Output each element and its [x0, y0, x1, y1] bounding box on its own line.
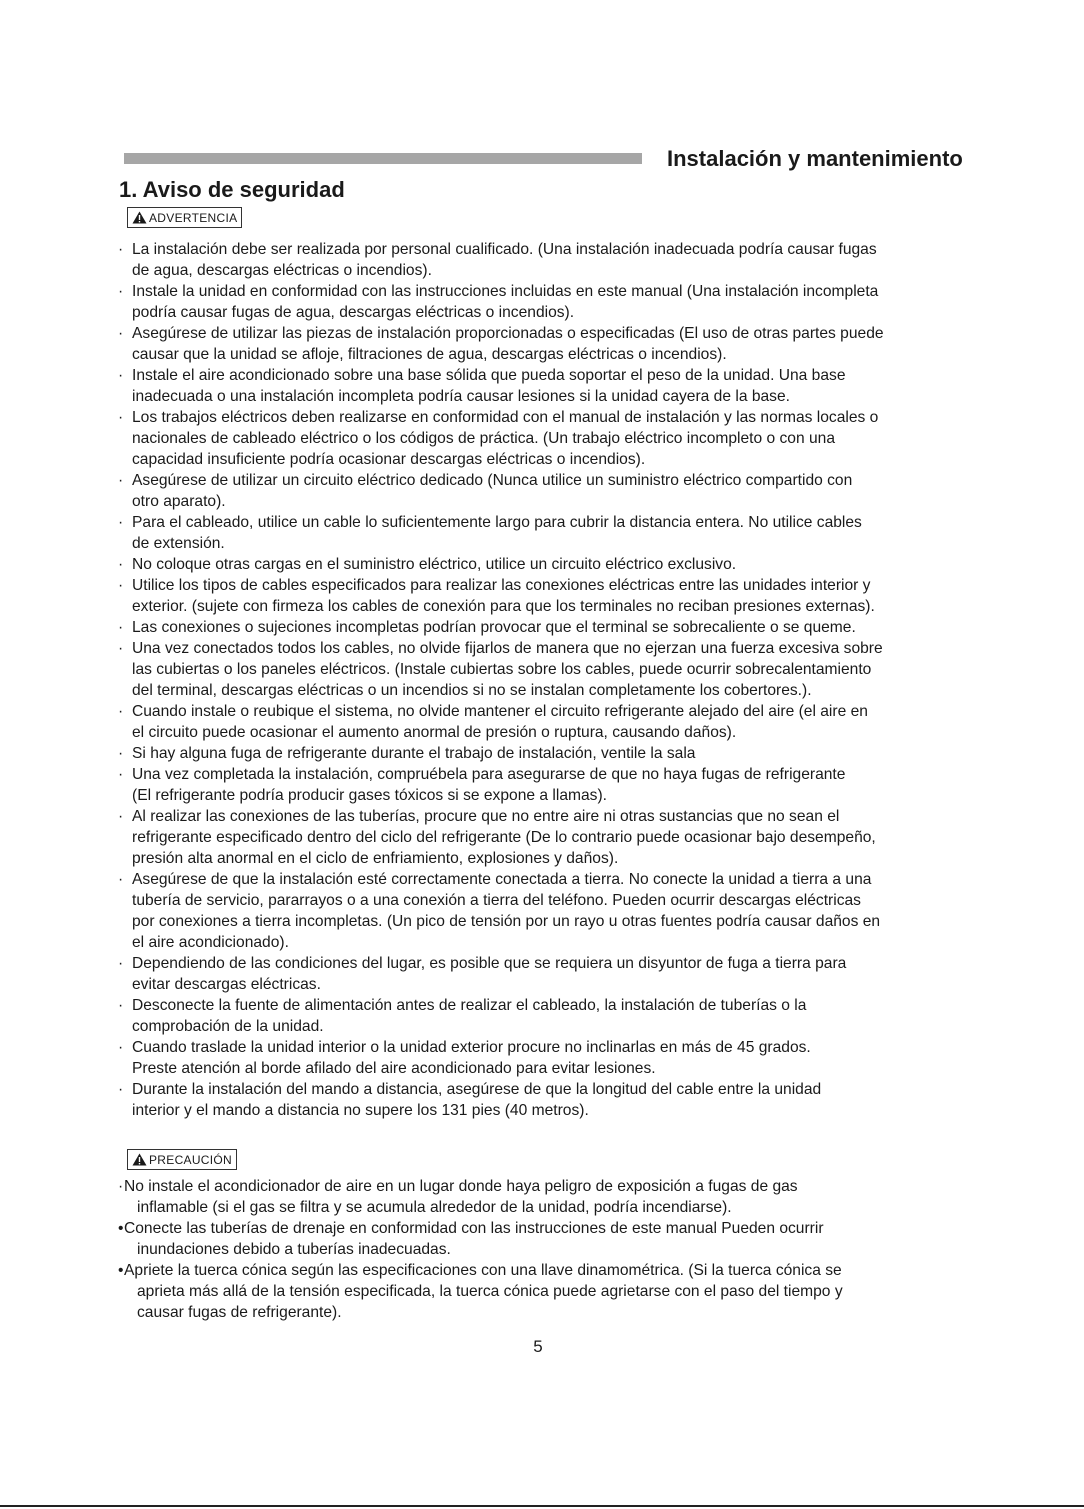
header-bar	[124, 153, 642, 164]
warning-item-line: el circuito puede ocasionar el aumento anormal de presión o ruptura, causando daños).	[132, 724, 737, 741]
caution-item-line: causar fugas de refrigerante).	[137, 1304, 342, 1321]
bullet: ·	[118, 556, 124, 573]
warning-item	[112, 407, 992, 470]
warning-item	[112, 638, 992, 701]
bullet: ·	[118, 955, 124, 972]
warning-item	[112, 323, 992, 365]
warning-item	[112, 806, 992, 869]
warning-item-line: tubería de servicio, pararrayos o a una conexión a tierra del teléfono. Pueden ocurrir descargas eléctricas	[132, 892, 861, 909]
warning-item	[112, 470, 992, 512]
caution-item-line: inflamable (si el gas se filtra y se acumula alrededor de la unidad, podría incendiarse).	[137, 1199, 732, 1216]
warning-item	[112, 575, 992, 617]
warning-item-line: refrigerante especificado dentro del ciclo del refrigerante (De lo contrario puede ocasionar bajo desempeño,	[132, 829, 876, 846]
warning-item-line: Las conexiones o sujeciones incompletas podrían provocar que el terminal se sobrecaliente o se queme.	[132, 619, 856, 636]
warning-item-line: Asegúrese de utilizar las piezas de instalación proporcionadas o especificadas (El uso de otras partes puede	[132, 325, 884, 342]
warning-item-line: Desconecte la fuente de alimentación antes de realizar el cableado, la instalación de tuberías o la	[132, 997, 807, 1014]
warning-item-line: Para el cableado, utilice un cable lo suficientemente largo para cubrir la distancia entera. No utilice cables	[132, 514, 862, 531]
warning-item-line: Una vez conectados todos los cables, no olvide fijarlos de manera que no ejerzan una fuerza excesiva sobre	[132, 640, 883, 657]
warning-item	[112, 1079, 992, 1121]
bottom-rule	[0, 1505, 1084, 1507]
warning-item	[112, 239, 992, 281]
warning-label: ADVERTENCIA	[149, 210, 238, 225]
warning-item-line: Instale la unidad en conformidad con las instrucciones incluidas en este manual (Una instalación incompleta	[132, 283, 879, 300]
bullet: ·	[118, 325, 124, 342]
warning-item-line: Si hay alguna fuga de refrigerante durante el trabajo de instalación, ventile la sala	[132, 745, 696, 762]
warning-item-line: Al realizar las conexiones de las tuberías, procure que no entre aire ni otras sustancias que no sean el	[132, 808, 840, 825]
warning-list	[112, 239, 992, 1121]
caution-item-line: inundaciones debido a tuberías inadecuadas.	[137, 1241, 451, 1258]
warning-item-line: exterior. (sujete con firmeza los cables de conexión para que los terminales no reciban presiones externas).	[132, 598, 875, 615]
warning-item-line: La instalación debe ser realizada por personal cualificado. (Una instalación inadecuada podría causar fugas	[132, 241, 877, 258]
warning-item	[112, 869, 992, 953]
warning-item-line: por conexiones a tierra incompletas. (Un pico de tensión por un rayo u otras fuentes podría causar daños en	[132, 913, 881, 930]
bullet: ·	[118, 241, 124, 258]
warning-item-line: Utilice los tipos de cables especificados para realizar las conexiones eléctricas entre las unidades interior y	[132, 577, 871, 594]
bullet: •	[118, 1220, 124, 1237]
warning-item-line: Asegúrese de utilizar un circuito eléctrico dedicado (Nunca utilice un suministro eléctrico compartido con	[132, 472, 853, 489]
warning-item-line: Dependiendo de las condiciones del lugar, es posible que se requiera un disyuntor de fuga a tierra para	[132, 955, 847, 972]
caution-item-line: No instale el acondicionador de aire en un lugar donde haya peligro de exposición a fugas de gas	[124, 1178, 798, 1195]
caution-item-line: Conecte las tuberías de drenaje en conformidad con las instrucciones de este manual Pueden ocurrir	[124, 1220, 824, 1237]
caution-item-line: Apriete la tuerca cónica según las especificaciones con una llave dinamométrica. (Si la tuerca cónica se	[124, 1262, 842, 1279]
warning-badge	[127, 207, 242, 228]
bullet: •	[118, 1262, 124, 1279]
caution-item	[112, 1176, 992, 1218]
warning-item-line: comprobación de la unidad.	[132, 1018, 324, 1035]
bullet: ·	[118, 514, 124, 531]
bullet: ·	[118, 871, 124, 888]
warning-item	[112, 617, 992, 638]
warning-item	[112, 554, 992, 575]
warning-item	[112, 365, 992, 407]
warning-item	[112, 995, 992, 1037]
section-title: Instalación y mantenimiento	[667, 146, 963, 171]
warning-item	[112, 512, 992, 554]
page-heading: 1. Aviso de seguridad	[119, 177, 345, 202]
warning-item-line: (El refrigerante podría producir gases tóxicos si se expone a llamas).	[132, 787, 607, 804]
bullet: ·	[118, 1081, 124, 1098]
caution-item	[112, 1260, 992, 1323]
caution-list	[112, 1176, 992, 1323]
bullet: ·	[118, 640, 124, 657]
warning-item	[112, 1037, 992, 1079]
warning-item	[112, 743, 992, 764]
warning-item-line: Los trabajos eléctricos deben realizarse en conformidad con el manual de instalación y las normas locales o	[132, 409, 879, 426]
warning-item-line: del terminal, descargas eléctricas o un incendios si no se instalan completamente los cobertores.).	[132, 682, 812, 699]
warning-item-line: inadecuada o una instalación incompleta podría causar lesiones si la unidad cayera de la base.	[132, 388, 790, 405]
bullet: ·	[118, 766, 124, 783]
warning-item	[112, 764, 992, 806]
caution-item	[112, 1218, 992, 1260]
warning-item	[112, 701, 992, 743]
warning-triangle-icon	[132, 211, 147, 224]
bullet: ·	[118, 619, 124, 636]
bullet: ·	[118, 1039, 124, 1056]
warning-triangle-icon	[132, 1153, 147, 1166]
bullet: ·	[118, 577, 124, 594]
page-number: 5	[533, 1337, 543, 1356]
caution-label: PRECAUCIÓN	[149, 1152, 233, 1167]
warning-item	[112, 953, 992, 995]
warning-item-line: Durante la instalación del mando a distancia, asegúrese de que la longitud del cable entre la unidad	[132, 1081, 822, 1098]
bullet: ·	[118, 1178, 124, 1195]
bullet: ·	[118, 808, 124, 825]
warning-item-line: Una vez completada la instalación, compruébela para asegurarse de que no haya fugas de refrigerante	[132, 766, 846, 783]
caution-item-line: aprieta más allá de la tensión especificada, la tuerca cónica puede agrietarse con el paso del tiempo y	[137, 1283, 843, 1300]
warning-item-line: otro aparato).	[132, 493, 226, 510]
warning-item-line: No coloque otras cargas en el suministro eléctrico, utilice un circuito eléctrico exclusivo.	[132, 556, 737, 573]
caution-badge	[127, 1149, 237, 1170]
warning-item-line: las cubiertas o los paneles eléctricos. (Instale cubiertas sobre los cables, puede ocurrir sobrecalentamiento	[132, 661, 872, 678]
warning-item-line: capacidad insuficiente podría ocasionar descargas eléctricas o incendios).	[132, 451, 646, 468]
warning-item-line: el aire acondicionado).	[132, 934, 289, 951]
warning-item-line: de agua, descargas eléctricas o incendios).	[132, 262, 432, 279]
bullet: ·	[118, 283, 124, 300]
warning-item-line: causar que la unidad se afloje, filtraciones de agua, descargas eléctricas o incendios).	[132, 346, 727, 363]
warning-item	[112, 281, 992, 323]
bullet: ·	[118, 745, 124, 762]
warning-item-line: Cuando instale o reubique el sistema, no olvide mantener el circuito refrigerante alejado del aire (el aire en	[132, 703, 868, 720]
warning-item-line: evitar descargas eléctricas.	[132, 976, 321, 993]
bullet: ·	[118, 703, 124, 720]
warning-item-line: Cuando traslade la unidad interior o la unidad exterior procure no inclinarlas en más de 45 grados.	[132, 1039, 811, 1056]
warning-item-line: presión alta anormal en el ciclo de enfriamiento, explosiones y daños).	[132, 850, 619, 867]
warning-item-line: Preste atención al borde afilado del aire acondicionado para evitar lesiones.	[132, 1060, 656, 1077]
warning-item-line: interior y el mando a distancia no supere los 131 pies (40 metros).	[132, 1102, 589, 1119]
warning-item-line: de extensión.	[132, 535, 225, 552]
bullet: ·	[118, 367, 124, 384]
bullet: ·	[118, 997, 124, 1014]
warning-item-line: nacionales de cableado eléctrico o los códigos de práctica. (Un trabajo eléctrico incompleto o con una	[132, 430, 835, 447]
warning-item-line: Asegúrese de que la instalación esté correctamente conectada a tierra. No conecte la unidad a tierra a una	[132, 871, 872, 888]
warning-item-line: Instale el aire acondicionado sobre una base sólida que pueda soportar el peso de la unidad. Una base	[132, 367, 846, 384]
bullet: ·	[118, 409, 124, 426]
bullet: ·	[118, 472, 124, 489]
warning-item-line: podría causar fugas de agua, descargas eléctricas o incendios).	[132, 304, 575, 321]
